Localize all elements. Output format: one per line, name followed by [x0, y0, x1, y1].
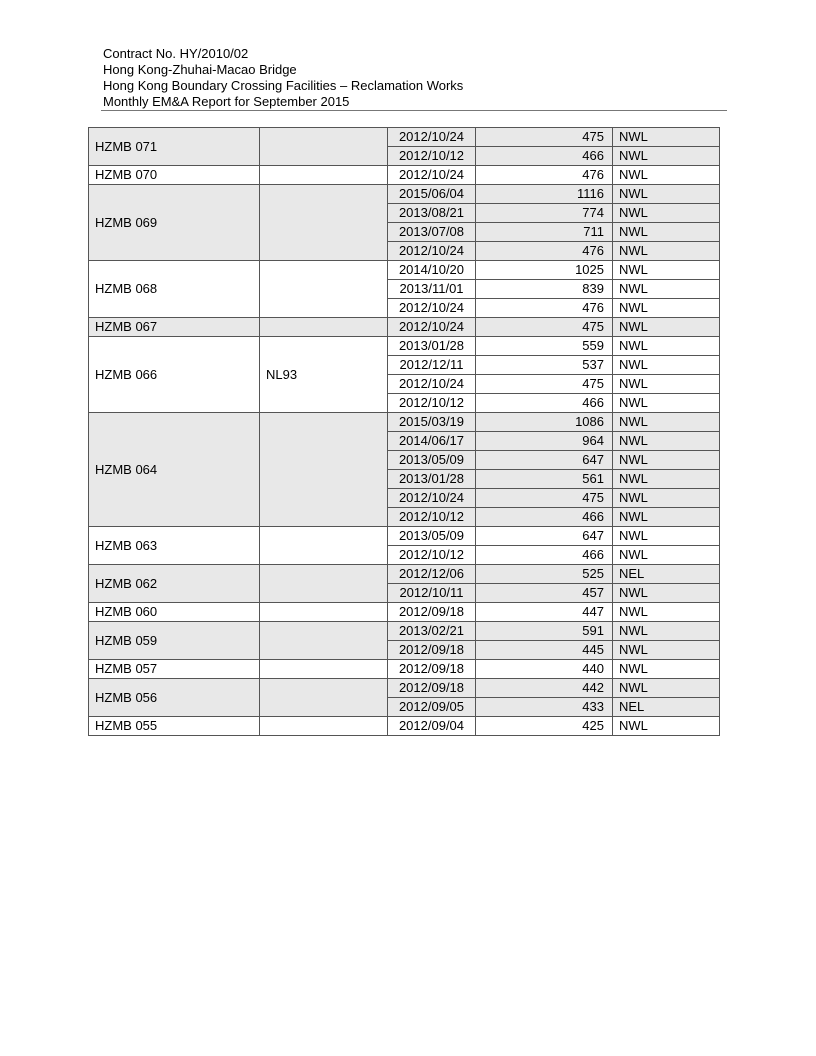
date-cell: 2012/10/12	[388, 546, 476, 565]
date-cell: 2012/09/18	[388, 679, 476, 698]
value-cell: 774	[476, 204, 613, 223]
date-cell: 2015/06/04	[388, 185, 476, 204]
station-id-cell: HZMB 059	[89, 622, 260, 660]
date-cell: 2013/02/21	[388, 622, 476, 641]
direction-cell: NWL	[613, 432, 720, 451]
value-cell: 466	[476, 394, 613, 413]
direction-cell: NWL	[613, 204, 720, 223]
reference-cell	[260, 318, 388, 337]
direction-cell: NWL	[613, 413, 720, 432]
value-cell: 440	[476, 660, 613, 679]
value-cell: 466	[476, 508, 613, 527]
value-cell: 559	[476, 337, 613, 356]
value-cell: 433	[476, 698, 613, 717]
reference-cell	[260, 603, 388, 622]
reference-cell	[260, 527, 388, 565]
station-id-cell: HZMB 055	[89, 717, 260, 736]
value-cell: 475	[476, 489, 613, 508]
value-cell: 591	[476, 622, 613, 641]
value-cell: 839	[476, 280, 613, 299]
date-cell: 2013/05/09	[388, 527, 476, 546]
station-id-cell: HZMB 066	[89, 337, 260, 413]
date-cell: 2012/10/24	[388, 166, 476, 185]
value-cell: 475	[476, 128, 613, 147]
date-cell: 2012/10/12	[388, 508, 476, 527]
date-cell: 2013/11/01	[388, 280, 476, 299]
date-cell: 2012/09/18	[388, 641, 476, 660]
value-cell: 445	[476, 641, 613, 660]
reference-cell	[260, 128, 388, 166]
station-id-cell: HZMB 063	[89, 527, 260, 565]
date-cell: 2012/10/24	[388, 318, 476, 337]
station-id-cell: HZMB 071	[89, 128, 260, 166]
reference-cell	[260, 413, 388, 527]
direction-cell: NWL	[613, 185, 720, 204]
direction-cell: NWL	[613, 318, 720, 337]
direction-cell: NWL	[613, 546, 720, 565]
date-cell: 2013/01/28	[388, 470, 476, 489]
direction-cell: NWL	[613, 147, 720, 166]
direction-cell: NWL	[613, 660, 720, 679]
direction-cell: NWL	[613, 451, 720, 470]
date-cell: 2013/07/08	[388, 223, 476, 242]
value-cell: 475	[476, 318, 613, 337]
date-cell: 2012/09/18	[388, 603, 476, 622]
direction-cell: NWL	[613, 242, 720, 261]
contract-number: Contract No. HY/2010/02	[103, 46, 249, 61]
value-cell: 561	[476, 470, 613, 489]
direction-cell: NWL	[613, 527, 720, 546]
value-cell: 475	[476, 375, 613, 394]
value-cell: 447	[476, 603, 613, 622]
reference-cell	[260, 679, 388, 717]
direction-cell: NEL	[613, 698, 720, 717]
direction-cell: NWL	[613, 603, 720, 622]
value-cell: 1086	[476, 413, 613, 432]
value-cell: 476	[476, 166, 613, 185]
table-row	[89, 717, 720, 736]
date-cell: 2013/01/28	[388, 337, 476, 356]
date-cell: 2012/10/12	[388, 147, 476, 166]
monitoring-table	[88, 127, 720, 736]
date-cell: 2013/08/21	[388, 204, 476, 223]
date-cell: 2014/10/20	[388, 261, 476, 280]
direction-cell: NWL	[613, 641, 720, 660]
value-cell: 711	[476, 223, 613, 242]
value-cell: 466	[476, 147, 613, 166]
reference-cell	[260, 717, 388, 736]
station-id-cell: HZMB 057	[89, 660, 260, 679]
report-title: Monthly EM&A Report for September 2015	[103, 94, 350, 109]
value-cell: 476	[476, 242, 613, 261]
date-cell: 2012/12/06	[388, 565, 476, 584]
monitoring-table-body	[89, 128, 720, 736]
direction-cell: NWL	[613, 280, 720, 299]
value-cell: 442	[476, 679, 613, 698]
date-cell: 2012/10/24	[388, 489, 476, 508]
direction-cell: NWL	[613, 223, 720, 242]
station-id-cell: HZMB 069	[89, 185, 260, 261]
reference-cell	[260, 166, 388, 185]
date-cell: 2012/10/24	[388, 128, 476, 147]
direction-cell: NWL	[613, 337, 720, 356]
value-cell: 425	[476, 717, 613, 736]
table-row	[89, 679, 720, 698]
value-cell: 466	[476, 546, 613, 565]
table-row	[89, 337, 720, 356]
table-row	[89, 128, 720, 147]
table-row	[89, 565, 720, 584]
value-cell: 964	[476, 432, 613, 451]
value-cell: 537	[476, 356, 613, 375]
document-header	[103, 46, 463, 110]
reference-cell	[260, 261, 388, 318]
direction-cell: NWL	[613, 356, 720, 375]
project-subtitle: Hong Kong Boundary Crossing Facilities – Reclamation Works	[103, 78, 464, 93]
table-row	[89, 660, 720, 679]
date-cell: 2015/03/19	[388, 413, 476, 432]
reference-cell	[260, 185, 388, 261]
table-row	[89, 318, 720, 337]
table-row	[89, 603, 720, 622]
direction-cell: NWL	[613, 128, 720, 147]
direction-cell: NWL	[613, 470, 720, 489]
date-cell: 2014/06/17	[388, 432, 476, 451]
station-id-cell: HZMB 062	[89, 565, 260, 603]
value-cell: 1025	[476, 261, 613, 280]
value-cell: 647	[476, 451, 613, 470]
table-row	[89, 261, 720, 280]
direction-cell: NWL	[613, 299, 720, 318]
reference-cell: NL93	[260, 337, 388, 413]
direction-cell: NWL	[613, 508, 720, 527]
value-cell: 476	[476, 299, 613, 318]
direction-cell: NWL	[613, 584, 720, 603]
value-cell: 457	[476, 584, 613, 603]
date-cell: 2012/10/12	[388, 394, 476, 413]
date-cell: 2012/09/05	[388, 698, 476, 717]
table-row	[89, 413, 720, 432]
station-id-cell: HZMB 064	[89, 413, 260, 527]
project-name: Hong Kong-Zhuhai-Macao Bridge	[103, 62, 297, 77]
direction-cell: NWL	[613, 166, 720, 185]
direction-cell: NWL	[613, 489, 720, 508]
direction-cell: NWL	[613, 261, 720, 280]
table-row	[89, 527, 720, 546]
date-cell: 2012/09/04	[388, 717, 476, 736]
station-id-cell: HZMB 067	[89, 318, 260, 337]
value-cell: 1116	[476, 185, 613, 204]
reference-cell	[260, 622, 388, 660]
direction-cell: NWL	[613, 717, 720, 736]
direction-cell: NWL	[613, 375, 720, 394]
station-id-cell: HZMB 070	[89, 166, 260, 185]
table-row	[89, 166, 720, 185]
date-cell: 2012/10/24	[388, 242, 476, 261]
station-id-cell: HZMB 060	[89, 603, 260, 622]
date-cell: 2012/09/18	[388, 660, 476, 679]
direction-cell: NWL	[613, 622, 720, 641]
date-cell: 2012/10/24	[388, 299, 476, 318]
reference-cell	[260, 660, 388, 679]
date-cell: 2012/12/11	[388, 356, 476, 375]
date-cell: 2013/05/09	[388, 451, 476, 470]
station-id-cell: HZMB 068	[89, 261, 260, 318]
date-cell: 2012/10/11	[388, 584, 476, 603]
direction-cell: NEL	[613, 565, 720, 584]
date-cell: 2012/10/24	[388, 375, 476, 394]
reference-cell	[260, 565, 388, 603]
header-divider	[101, 110, 727, 111]
table-row	[89, 185, 720, 204]
station-id-cell: HZMB 056	[89, 679, 260, 717]
direction-cell: NWL	[613, 394, 720, 413]
value-cell: 525	[476, 565, 613, 584]
table-row	[89, 622, 720, 641]
value-cell: 647	[476, 527, 613, 546]
direction-cell: NWL	[613, 679, 720, 698]
